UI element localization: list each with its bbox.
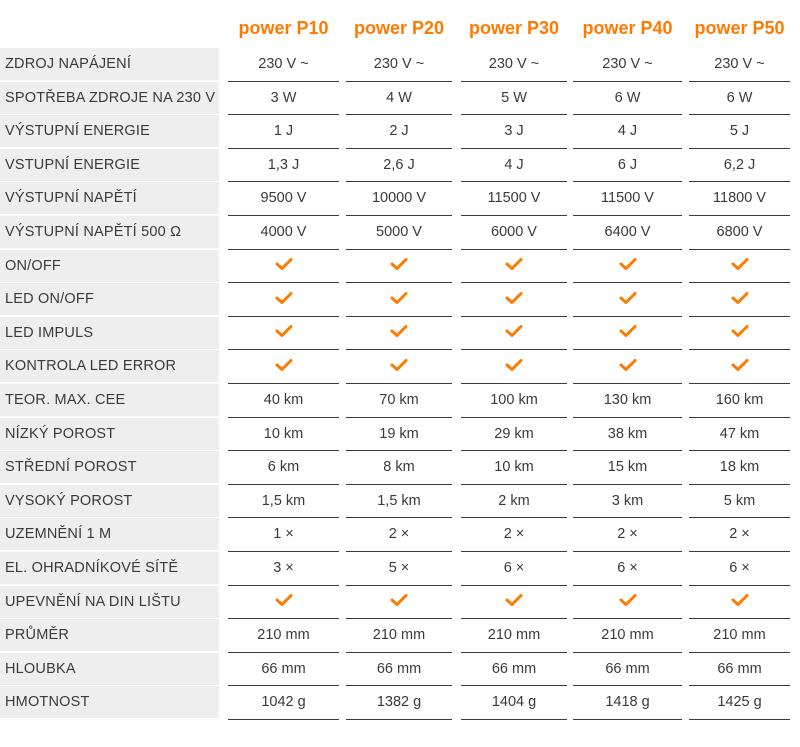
table-cell: 210 mm	[228, 619, 339, 653]
table-row	[0, 586, 800, 620]
row-label: VYSOKÝ POROST	[0, 485, 219, 517]
table-row	[0, 485, 800, 519]
checkmark-icon	[390, 593, 408, 607]
table-cell-check	[573, 283, 682, 317]
checkmark-icon	[731, 257, 749, 271]
table-cell: 40 km	[228, 384, 339, 418]
table-cell: 1,5 km	[346, 485, 452, 519]
checkmark-icon	[390, 257, 408, 271]
table-cell: 15 km	[573, 451, 682, 485]
table-cell: 3 ×	[228, 552, 339, 586]
row-label: PRŮMĚR	[0, 619, 219, 651]
table-cell-check	[689, 317, 790, 351]
checkmark-icon	[731, 324, 749, 338]
checkmark-icon	[390, 358, 408, 372]
table-cell: 66 mm	[346, 653, 452, 687]
row-label: UZEMNĚNÍ 1 M	[0, 518, 219, 550]
table-cell-check	[573, 350, 682, 384]
row-label: SPOTŘEBA ZDROJE NA 230 V	[0, 82, 219, 114]
table-cell: 70 km	[346, 384, 452, 418]
row-label: LED ON/OFF	[0, 283, 219, 315]
checkmark-icon	[505, 324, 523, 338]
checkmark-icon	[731, 593, 749, 607]
table-cell: 2 ×	[689, 518, 790, 552]
checkmark-icon	[619, 257, 637, 271]
header-power-p40: power P40	[582, 18, 673, 38]
table-cell: 2 ×	[461, 518, 567, 552]
checkmark-icon	[275, 257, 293, 271]
table-cell: 5000 V	[346, 216, 452, 250]
table-cell: 5 km	[689, 485, 790, 519]
table-cell-check	[573, 250, 682, 284]
checkmark-icon	[275, 593, 293, 607]
table-cell: 210 mm	[346, 619, 452, 653]
table-row	[0, 653, 800, 687]
checkmark-icon	[275, 358, 293, 372]
table-cell: 2 J	[346, 115, 452, 149]
table-cell: 3 km	[573, 485, 682, 519]
checkmark-icon	[619, 593, 637, 607]
table-header	[0, 0, 800, 48]
table-cell-check	[228, 317, 339, 351]
table-cell: 29 km	[461, 418, 567, 452]
row-label: ON/OFF	[0, 250, 219, 282]
table-cell-check	[689, 586, 790, 620]
table-row	[0, 283, 800, 317]
table-cell-check	[228, 586, 339, 620]
table-row	[0, 115, 800, 149]
row-label: VÝSTUPNÍ ENERGIE	[0, 115, 219, 147]
table-cell-check	[461, 283, 567, 317]
table-cell: 11500 V	[573, 182, 682, 216]
table-cell: 100 km	[461, 384, 567, 418]
table-row	[0, 552, 800, 586]
table-cell-check	[573, 586, 682, 620]
table-row	[0, 350, 800, 384]
table-row	[0, 384, 800, 418]
table-cell: 1425 g	[689, 686, 790, 720]
table-cell: 230 V ~	[689, 48, 790, 82]
table-cell: 6800 V	[689, 216, 790, 250]
table-cell: 210 mm	[689, 619, 790, 653]
row-label: HLOUBKA	[0, 653, 219, 685]
row-label: LED IMPULS	[0, 317, 219, 349]
row-label: ZDROJ NAPÁJENÍ	[0, 48, 219, 80]
table-cell: 66 mm	[573, 653, 682, 687]
table-cell: 10 km	[461, 451, 567, 485]
table-cell-check	[346, 350, 452, 384]
table-row	[0, 619, 800, 653]
table-cell: 3 W	[228, 82, 339, 116]
checkmark-icon	[731, 358, 749, 372]
table-cell: 230 V ~	[461, 48, 567, 82]
table-cell: 1404 g	[461, 686, 567, 720]
table-cell: 5 ×	[346, 552, 452, 586]
row-label: VÝSTUPNÍ NAPĚTÍ	[0, 182, 219, 214]
table-cell-check	[461, 586, 567, 620]
table-cell: 1382 g	[346, 686, 452, 720]
table-cell: 1,3 J	[228, 149, 339, 183]
table-cell: 10000 V	[346, 182, 452, 216]
table-cell-check	[346, 250, 452, 284]
table-row	[0, 317, 800, 351]
table-cell-check	[346, 283, 452, 317]
table-cell: 3 J	[461, 115, 567, 149]
table-row	[0, 686, 800, 720]
row-label: KONTROLA LED ERROR	[0, 350, 219, 382]
table-cell-check	[461, 317, 567, 351]
table-cell-check	[689, 350, 790, 384]
table-cell: 230 V ~	[228, 48, 339, 82]
checkmark-icon	[619, 358, 637, 372]
table-cell: 2 km	[461, 485, 567, 519]
table-row	[0, 418, 800, 452]
checkmark-icon	[619, 291, 637, 305]
table-cell: 1418 g	[573, 686, 682, 720]
table-cell: 4000 V	[228, 216, 339, 250]
table-cell: 6400 V	[573, 216, 682, 250]
checkmark-icon	[275, 324, 293, 338]
table-cell: 6 W	[573, 82, 682, 116]
table-cell: 160 km	[689, 384, 790, 418]
table-cell: 6 ×	[689, 552, 790, 586]
table-cell: 8 km	[346, 451, 452, 485]
table-cell: 18 km	[689, 451, 790, 485]
row-label: NÍZKÝ POROST	[0, 418, 219, 450]
table-cell-check	[228, 283, 339, 317]
table-cell: 210 mm	[461, 619, 567, 653]
table-cell-check	[346, 586, 452, 620]
table-cell: 11500 V	[461, 182, 567, 216]
row-label: VSTUPNÍ ENERGIE	[0, 149, 219, 181]
table-cell-check	[573, 317, 682, 351]
table-cell-check	[228, 350, 339, 384]
table-cell: 2,6 J	[346, 149, 452, 183]
header-power-p20: power P20	[353, 18, 445, 38]
row-label: UPEVNĚNÍ NA DIN LIŠTU	[0, 586, 219, 618]
table-cell: 11800 V	[689, 182, 790, 216]
checkmark-icon	[390, 324, 408, 338]
table-cell: 1 J	[228, 115, 339, 149]
table-cell: 66 mm	[461, 653, 567, 687]
table-cell: 6 J	[573, 149, 682, 183]
checkmark-icon	[505, 291, 523, 305]
table-cell: 66 mm	[228, 653, 339, 687]
table-cell: 5 W	[461, 82, 567, 116]
table-cell: 10 km	[228, 418, 339, 452]
table-cell: 2 ×	[346, 518, 452, 552]
table-cell: 6,2 J	[689, 149, 790, 183]
checkmark-icon	[275, 291, 293, 305]
row-label: VÝSTUPNÍ NAPĚTÍ 500 Ω	[0, 216, 219, 248]
table-cell-check	[689, 250, 790, 284]
checkmark-icon	[619, 324, 637, 338]
table-cell: 130 km	[573, 384, 682, 418]
table-row	[0, 518, 800, 552]
checkmark-icon	[505, 358, 523, 372]
table-cell: 6 ×	[573, 552, 682, 586]
table-cell: 210 mm	[573, 619, 682, 653]
table-cell: 230 V ~	[346, 48, 452, 82]
table-row	[0, 451, 800, 485]
table-cell: 6 km	[228, 451, 339, 485]
table-row	[0, 216, 800, 250]
table-cell: 9500 V	[228, 182, 339, 216]
table-cell: 6 W	[689, 82, 790, 116]
table-cell-check	[461, 350, 567, 384]
checkmark-icon	[390, 291, 408, 305]
table-row	[0, 182, 800, 216]
header-power-p30: power P30	[468, 18, 560, 38]
checkmark-icon	[505, 257, 523, 271]
table-cell: 19 km	[346, 418, 452, 452]
row-label: TEOR. MAX. CEE	[0, 384, 219, 416]
table-cell: 47 km	[689, 418, 790, 452]
table-cell: 230 V ~	[573, 48, 682, 82]
table-cell: 5 J	[689, 115, 790, 149]
table-cell-check	[689, 283, 790, 317]
row-label: STŘEDNÍ POROST	[0, 451, 219, 483]
table-cell: 4 J	[461, 149, 567, 183]
table-cell: 38 km	[573, 418, 682, 452]
row-label: HMOTNOST	[0, 686, 219, 718]
table-cell: 66 mm	[689, 653, 790, 687]
checkmark-icon	[731, 291, 749, 305]
table-cell: 4 W	[346, 82, 452, 116]
checkmark-icon	[505, 593, 523, 607]
table-cell-check	[346, 317, 452, 351]
table-row	[0, 149, 800, 183]
table-cell: 2 ×	[573, 518, 682, 552]
table-cell-check	[461, 250, 567, 284]
header-power-p50: power P50	[694, 18, 785, 38]
table-row	[0, 48, 800, 82]
table-cell-check	[228, 250, 339, 284]
table-cell: 4 J	[573, 115, 682, 149]
table-row	[0, 250, 800, 284]
table-cell: 1,5 km	[228, 485, 339, 519]
table-cell: 1042 g	[228, 686, 339, 720]
table-row	[0, 82, 800, 116]
table-cell: 1 ×	[228, 518, 339, 552]
row-label: EL. OHRADNÍKOVÉ SÍTĚ	[0, 552, 219, 584]
table-cell: 6 ×	[461, 552, 567, 586]
header-power-p10: power P10	[238, 18, 329, 38]
table-cell: 6000 V	[461, 216, 567, 250]
